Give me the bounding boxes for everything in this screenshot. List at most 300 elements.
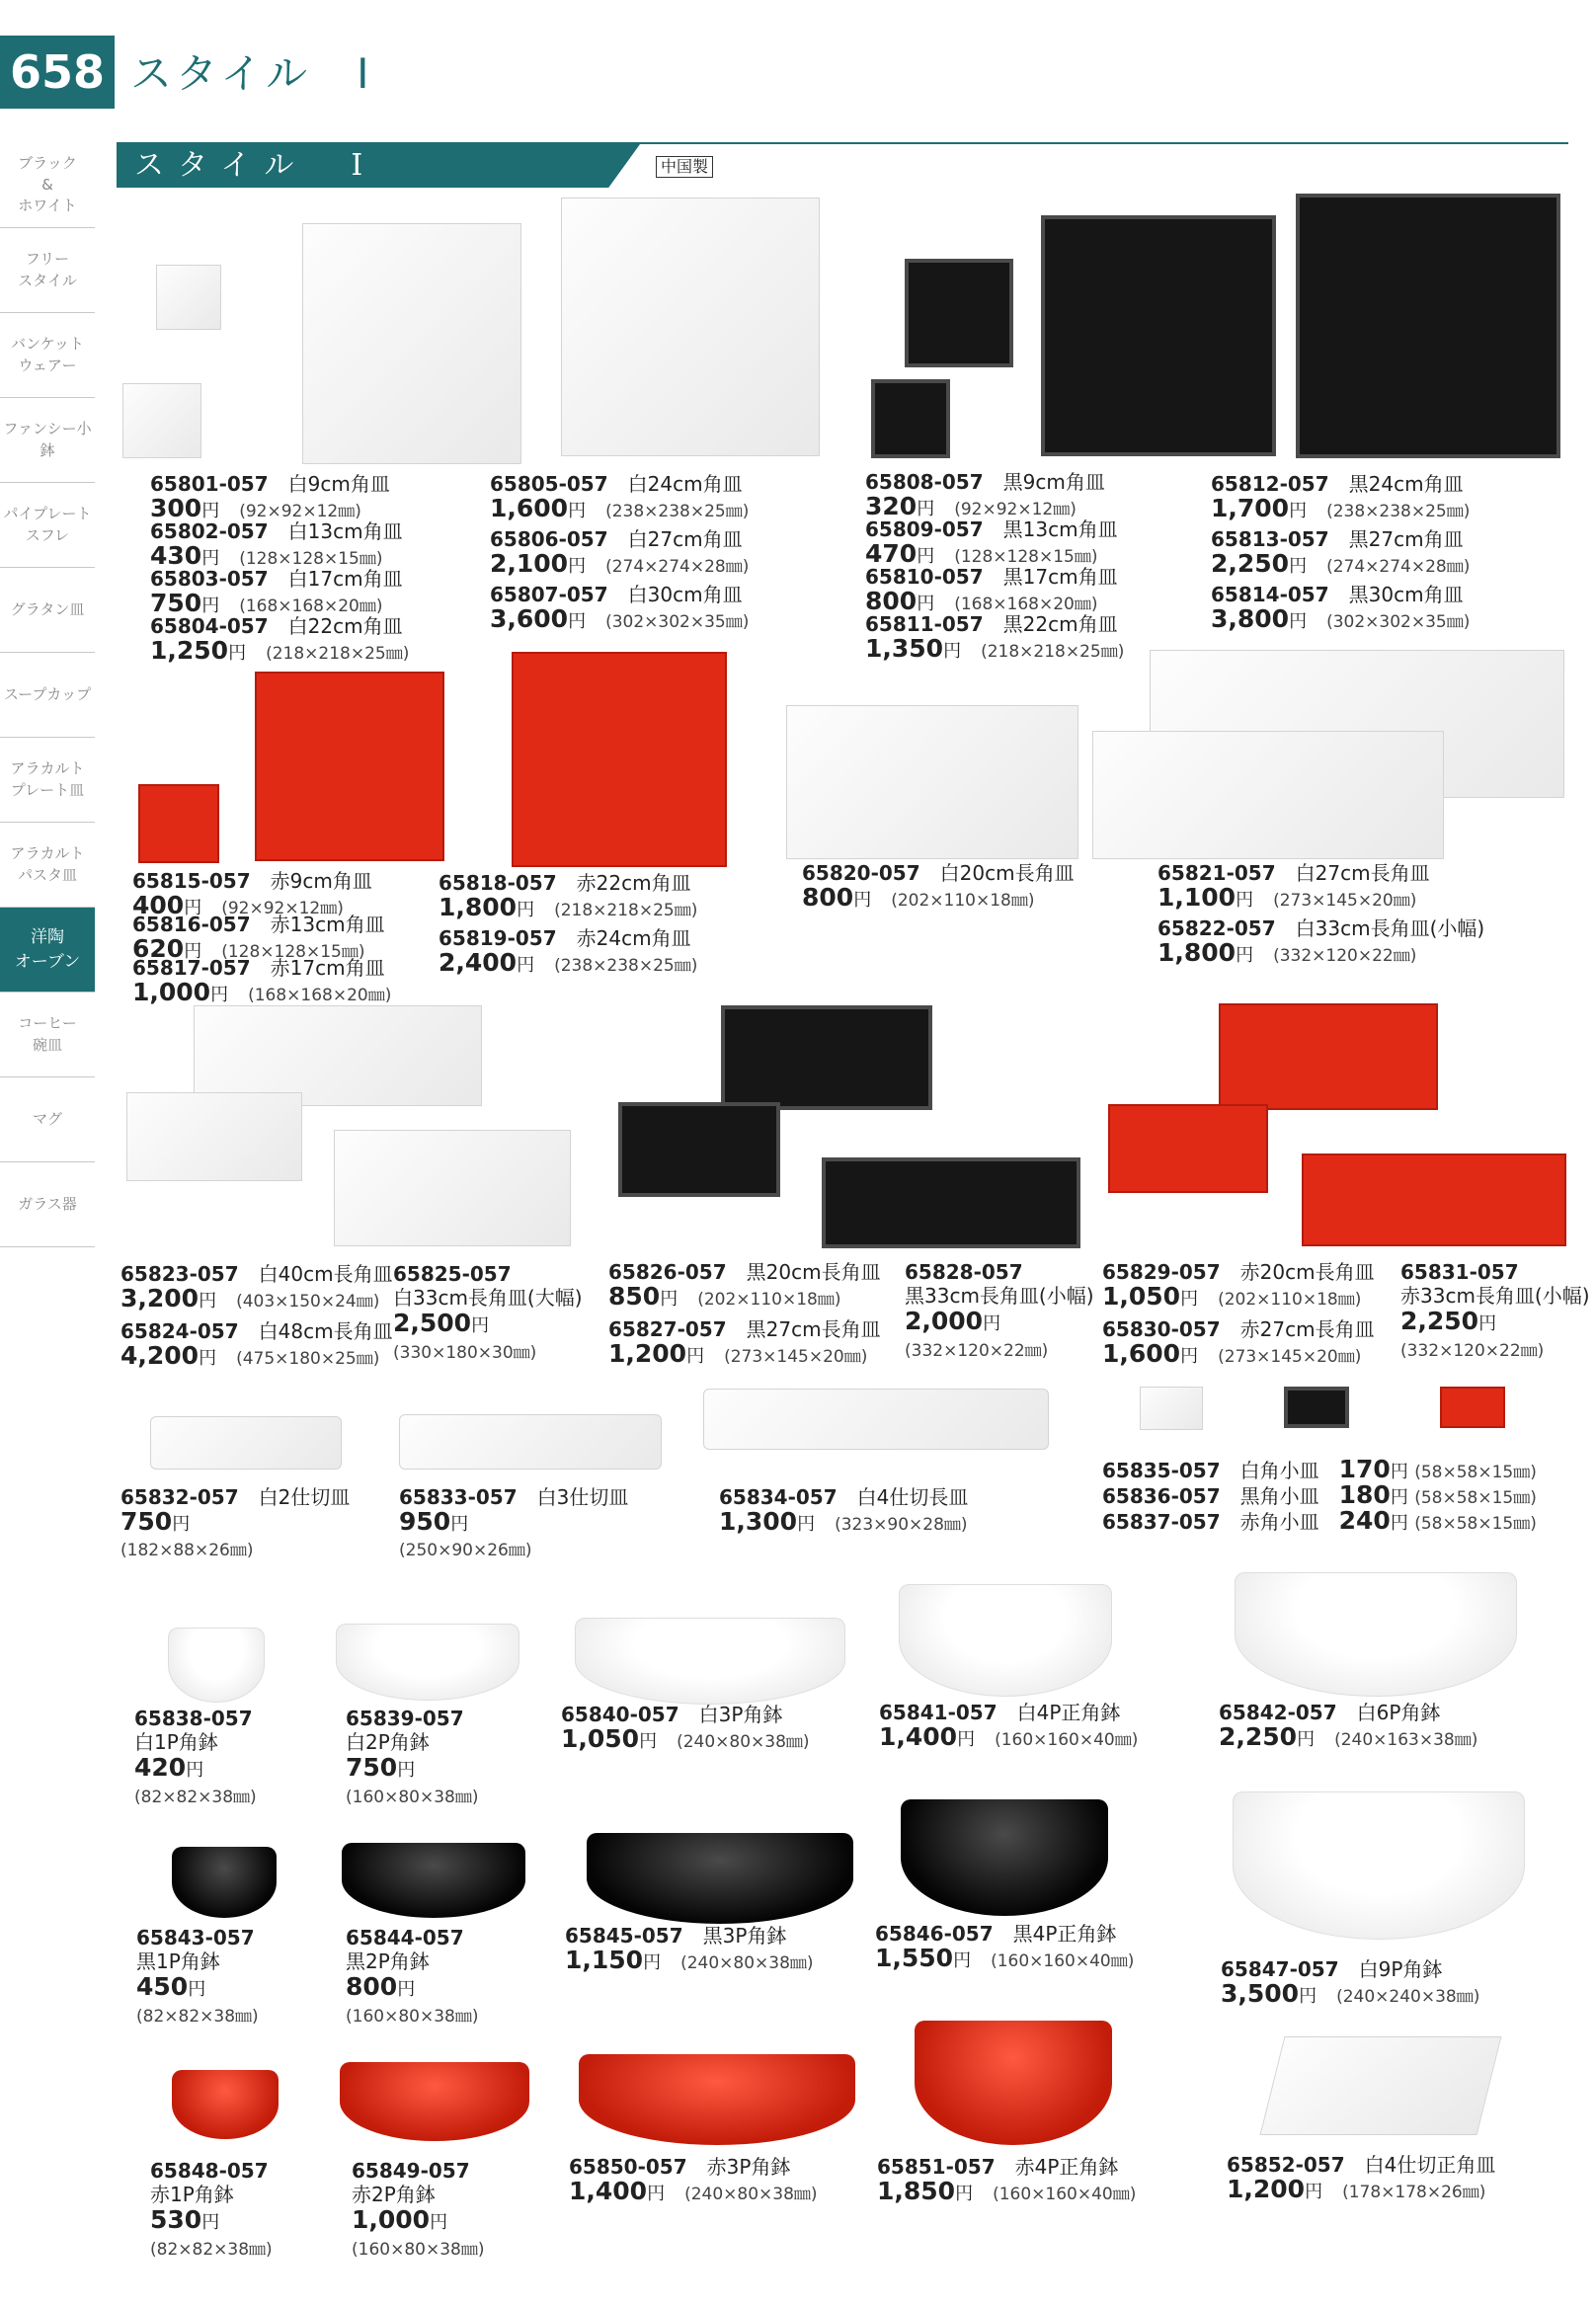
product-name: 黒3P角鉢 <box>702 1924 787 1948</box>
label-line <box>865 470 1105 494</box>
label-line <box>1102 1282 1362 1312</box>
product-image <box>1296 194 1560 458</box>
product-code: 65827-057 <box>608 1317 727 1341</box>
yen-sign: 円 <box>686 1346 705 1367</box>
product-dims: (202×110×18㎜) <box>697 1290 841 1310</box>
product-code: 65833-057 <box>399 1485 518 1509</box>
page-title: スタイル I <box>130 49 373 98</box>
sidebar-item[interactable]: 洋陶 オーブン <box>0 908 95 993</box>
sidebar-item[interactable]: グラタン皿 <box>0 568 95 653</box>
product-price: 180 <box>1338 1480 1391 1509</box>
label-line <box>393 1286 583 1310</box>
product-dims: (238×238×25㎜) <box>1326 502 1471 521</box>
label-line <box>439 926 691 950</box>
product-dims: (403×150×24㎜) <box>236 1292 380 1312</box>
product-image <box>126 1092 302 1181</box>
product-dims: (82×82×38㎜) <box>134 1788 257 1807</box>
product-name: 白9cm角皿 <box>287 472 390 496</box>
label-line <box>565 1924 786 1948</box>
label-line <box>1400 1284 1590 1308</box>
page-number: 658 <box>0 36 115 109</box>
yen-sign: 円 <box>201 2212 220 2233</box>
product-name: 赤9cm角皿 <box>270 869 372 893</box>
product-name: 黒角小皿 <box>1239 1484 1319 1508</box>
product-dims: (238×238×25㎜) <box>554 956 698 976</box>
product-price: 1,850 <box>877 2177 956 2205</box>
product-price: 420 <box>134 1753 187 1782</box>
section-title: スタイル I <box>134 148 377 183</box>
product-dims: (182×88×26㎜) <box>120 1541 254 1560</box>
yen-sign: 円 <box>397 1760 416 1781</box>
product-image <box>1284 1387 1349 1428</box>
product-dims: (240×163×38㎜) <box>1334 1730 1478 1750</box>
sidebar-item[interactable]: コーヒー 碗皿 <box>0 993 95 1077</box>
label-line <box>132 956 385 980</box>
product-dims: (202×110×18㎜) <box>891 891 1035 911</box>
label-line <box>608 1317 881 1341</box>
product-price: 950 <box>399 1507 451 1536</box>
label-line <box>879 1722 1139 1752</box>
label-line <box>134 1753 204 1783</box>
yen-sign: 円 <box>568 501 587 521</box>
product-code: 65830-057 <box>1102 1317 1221 1341</box>
product-dims: (273×145×20㎜) <box>1218 1347 1362 1367</box>
yen-sign: 円 <box>955 2184 974 2204</box>
product-name: 赤角小皿 <box>1239 1510 1319 1534</box>
label-line <box>120 1319 393 1343</box>
product-image <box>1041 215 1276 456</box>
product-dims: (218×218×25㎜) <box>266 644 410 664</box>
product-price: 1,350 <box>865 634 944 663</box>
product-code: 65834-057 <box>719 1485 838 1509</box>
product-name: 白27cm角皿 <box>627 527 743 551</box>
product-name: 黒20cm長角皿 <box>746 1260 881 1284</box>
label-line <box>490 527 743 551</box>
label-line <box>120 1284 380 1313</box>
product-code: 65831-057 <box>1400 1260 1519 1284</box>
product-code: 65851-057 <box>877 2155 996 2179</box>
label-line <box>1211 494 1471 523</box>
product-dims: (168×168×20㎜) <box>954 595 1098 614</box>
product-price: 530 <box>150 2205 202 2234</box>
sidebar-item[interactable]: ガラス器 <box>0 1162 95 1247</box>
yen-sign: 円 <box>797 1514 816 1535</box>
product-name: 黒4P正角鉢 <box>1012 1922 1117 1946</box>
product-image <box>822 1157 1080 1248</box>
product-image <box>156 265 221 330</box>
product-code: 65804-057 <box>150 614 269 638</box>
product-dims: (240×80×38㎜) <box>680 1953 814 1973</box>
yen-sign: 円 <box>1390 1513 1408 1534</box>
label-line <box>132 978 392 1007</box>
product-name: 赤4P正角鉢 <box>1014 2155 1119 2179</box>
product-code: 65814-057 <box>1211 583 1329 606</box>
product-image <box>587 1833 853 1924</box>
product-name: 白角小皿 <box>1239 1459 1319 1482</box>
product-dims: (178×178×26㎜) <box>1342 2183 1486 2202</box>
product-name: 白2P角鉢 <box>346 1730 430 1754</box>
product-price: 3,800 <box>1211 604 1290 633</box>
product-code: 65840-057 <box>561 1703 679 1726</box>
sidebar-item[interactable]: バンケット ウェアー <box>0 313 95 398</box>
sidebar-item[interactable]: ファンシー小鉢 <box>0 398 95 483</box>
product-code: 65820-057 <box>802 861 920 885</box>
product-name: 白33cm長角皿(大幅) <box>393 1286 583 1310</box>
yen-sign: 円 <box>1390 1462 1408 1482</box>
yen-sign: 円 <box>201 501 220 521</box>
product-price: 1,000 <box>352 2205 431 2234</box>
product-dims: (302×302×35㎜) <box>605 612 750 632</box>
product-name: 赤24cm角皿 <box>576 926 691 950</box>
product-image <box>915 2021 1112 2145</box>
yen-sign: 円 <box>1478 1313 1497 1334</box>
product-code: 65808-057 <box>865 470 984 494</box>
label-line <box>490 472 743 496</box>
label-line <box>346 1730 430 1754</box>
product-name: 白3仕切皿 <box>536 1485 629 1509</box>
label-line <box>875 1944 1135 1973</box>
product-dims: (330×180×30㎜) <box>393 1343 537 1363</box>
product-name: 白22cm角皿 <box>287 614 403 638</box>
product-code: 65843-057 <box>136 1926 255 1949</box>
product-image <box>786 705 1078 859</box>
sidebar-item[interactable]: ブラック & ホワイト <box>0 143 95 228</box>
product-image <box>1302 1154 1566 1246</box>
label-line <box>150 472 390 496</box>
product-code: 65815-057 <box>132 869 251 893</box>
product-dims: (218×218×25㎜) <box>981 642 1125 662</box>
product-dims: (92×92×12㎜) <box>954 500 1077 519</box>
product-dims: (202×110×18㎜) <box>1218 1290 1362 1310</box>
product-image <box>172 1847 277 1918</box>
yen-sign: 円 <box>943 641 962 662</box>
product-code: 65836-057 <box>1102 1484 1221 1508</box>
label-line <box>1219 1701 1440 1724</box>
label-line <box>346 1949 430 1973</box>
label-line <box>1211 549 1471 579</box>
product-price: 1,400 <box>569 2177 648 2205</box>
label-line <box>1157 938 1417 968</box>
yen-sign: 円 <box>430 2212 448 2233</box>
product-price: 2,500 <box>393 1309 472 1337</box>
product-name: 白13cm角皿 <box>287 519 403 543</box>
product-image <box>703 1389 1049 1450</box>
product-name: 白6P角鉢 <box>1356 1701 1441 1724</box>
product-name: 白24cm角皿 <box>627 472 743 496</box>
product-price: 3,200 <box>120 1284 200 1313</box>
yen-sign: 円 <box>1297 1729 1316 1750</box>
product-code: 65825-057 <box>393 1262 512 1286</box>
product-dims: (168×168×20㎜) <box>239 597 383 616</box>
yen-sign: 円 <box>953 1950 972 1971</box>
product-price: 1,700 <box>1211 494 1290 522</box>
label-line <box>608 1339 868 1369</box>
product-price: 1,800 <box>439 893 518 921</box>
yen-sign: 円 <box>184 941 202 962</box>
product-code: 65824-057 <box>120 1319 239 1343</box>
label-line <box>1400 1307 1497 1336</box>
product-price: 430 <box>150 541 202 570</box>
label-line <box>569 2177 818 2206</box>
label-line <box>608 1282 841 1312</box>
product-price: 850 <box>608 1282 661 1311</box>
yen-sign: 円 <box>471 1315 490 1336</box>
label-line <box>1157 861 1430 885</box>
product-dims: (128×128×15㎜) <box>221 942 365 962</box>
yen-sign: 円 <box>660 1289 678 1310</box>
product-image <box>302 223 521 464</box>
label-line <box>439 893 698 922</box>
yen-sign: 円 <box>1390 1487 1408 1508</box>
label-line <box>561 1703 782 1726</box>
yen-sign: 円 <box>917 546 935 567</box>
label-line <box>875 1922 1116 1946</box>
label-line <box>346 1784 478 1809</box>
label-line <box>150 567 403 591</box>
label-line <box>120 1485 350 1509</box>
yen-sign: 円 <box>853 890 872 911</box>
product-name: 赤3P角鉢 <box>706 2155 791 2179</box>
label-line <box>1102 1480 1537 1510</box>
product-name: 黒27cm角皿 <box>1348 527 1464 551</box>
product-name: 白27cm長角皿 <box>1295 861 1430 885</box>
product-image <box>1219 1003 1438 1110</box>
product-price: 1,400 <box>879 1722 958 1751</box>
product-name: 黒30cm角皿 <box>1348 583 1464 606</box>
label-line <box>1102 1455 1537 1484</box>
sidebar-item[interactable]: パイプレート スフレ <box>0 483 95 568</box>
product-dims: (273×145×20㎜) <box>724 1347 868 1367</box>
product-code: 65802-057 <box>150 519 269 543</box>
product-price: 3,600 <box>490 604 569 633</box>
product-dims: (160×160×40㎜) <box>993 2185 1137 2204</box>
product-dims: (240×80×38㎜) <box>677 1732 810 1752</box>
label-line <box>1157 916 1484 940</box>
product-name: 赤20cm長角皿 <box>1239 1260 1375 1284</box>
product-price: 4,200 <box>120 1341 200 1370</box>
label-line <box>1102 1317 1375 1341</box>
product-dims: (273×145×20㎜) <box>1273 891 1417 911</box>
product-code: 65845-057 <box>565 1924 683 1948</box>
product-price: 2,000 <box>905 1307 984 1335</box>
product-name: 白4仕切正角皿 <box>1364 2153 1496 2177</box>
label-line <box>1102 1339 1362 1369</box>
yen-sign: 円 <box>172 1514 191 1535</box>
label-line <box>608 1260 881 1284</box>
yen-sign: 円 <box>517 955 535 976</box>
product-price: 1,000 <box>132 978 211 1006</box>
product-code: 65805-057 <box>490 472 608 496</box>
sidebar-item[interactable]: アラカルト プレート皿 <box>0 738 95 823</box>
label-line <box>136 2003 259 2029</box>
product-image <box>579 2054 855 2145</box>
product-code: 65823-057 <box>120 1262 239 1286</box>
sidebar-item[interactable]: フリー スタイル <box>0 228 95 313</box>
label-line <box>346 1753 416 1783</box>
product-image <box>1108 1104 1268 1193</box>
yen-sign: 円 <box>184 898 202 918</box>
label-line <box>134 1730 218 1754</box>
label-line <box>150 2236 273 2262</box>
product-name: 白4仕切長皿 <box>856 1485 969 1509</box>
product-dims: (238×238×25㎜) <box>605 502 750 521</box>
product-price: 750 <box>120 1507 173 1536</box>
yen-sign: 円 <box>201 548 220 569</box>
product-image <box>342 1843 525 1918</box>
product-price: 1,050 <box>1102 1282 1181 1311</box>
product-price: 800 <box>802 883 854 912</box>
label-line <box>352 2183 436 2206</box>
product-name: 黒24cm角皿 <box>1348 472 1464 496</box>
yen-sign: 円 <box>210 985 229 1005</box>
label-line <box>879 1701 1120 1724</box>
product-name: 黒2P角鉢 <box>346 1949 430 1973</box>
label-line <box>905 1260 1023 1284</box>
product-name: 黒17cm角皿 <box>1002 565 1118 589</box>
product-image <box>901 1799 1108 1916</box>
yen-sign: 円 <box>1305 2182 1323 2202</box>
label-line <box>150 636 410 666</box>
product-dims: (58×58×15㎜) <box>1414 1514 1537 1534</box>
product-image <box>1233 1791 1525 1940</box>
product-code: 65841-057 <box>879 1701 998 1724</box>
product-price: 1,600 <box>490 494 569 522</box>
product-name: 赤17cm角皿 <box>270 956 385 980</box>
product-code: 65848-057 <box>150 2159 269 2183</box>
product-dims: (82×82×38㎜) <box>150 2240 273 2260</box>
label-line <box>132 869 372 893</box>
product-image <box>122 383 201 458</box>
product-image <box>871 379 950 458</box>
sidebar-item[interactable]: マグ <box>0 1077 95 1162</box>
product-name: 黒9cm角皿 <box>1002 470 1105 494</box>
product-code: 65826-057 <box>608 1260 727 1284</box>
yen-sign: 円 <box>917 594 935 614</box>
product-price: 400 <box>132 891 185 919</box>
label-line <box>1221 1979 1480 2009</box>
product-price: 320 <box>865 492 918 520</box>
yen-sign: 円 <box>188 1979 206 2000</box>
product-name: 白9P角鉢 <box>1358 1957 1443 1981</box>
product-dims: (302×302×35㎜) <box>1326 612 1471 632</box>
product-dims: (250×90×26㎜) <box>399 1541 532 1560</box>
product-price: 1,800 <box>1157 938 1237 967</box>
product-price: 750 <box>346 1753 398 1782</box>
label-line <box>1227 2153 1495 2177</box>
product-image <box>899 1584 1112 1697</box>
product-dims: (58×58×15㎜) <box>1414 1488 1537 1508</box>
product-name: 白4P正角鉢 <box>1016 1701 1121 1724</box>
sidebar-item[interactable]: スープカップ <box>0 653 95 738</box>
section-rule <box>117 142 1568 144</box>
label-line <box>439 948 698 978</box>
yen-sign: 円 <box>1289 556 1308 577</box>
yen-sign: 円 <box>450 1514 469 1535</box>
yen-sign: 円 <box>199 1291 217 1312</box>
product-image <box>138 784 219 863</box>
product-code: 65829-057 <box>1102 1260 1221 1284</box>
yen-sign: 円 <box>1180 1346 1199 1367</box>
product-price: 1,150 <box>565 1946 644 1974</box>
label-line <box>352 2236 484 2262</box>
product-dims: (92×92×12㎜) <box>221 899 344 918</box>
label-line <box>1211 472 1464 496</box>
product-image <box>172 2070 279 2139</box>
product-price: 240 <box>1338 1506 1391 1535</box>
product-dims: (128×128×15㎜) <box>239 549 383 569</box>
product-name: 白30cm角皿 <box>627 583 743 606</box>
yen-sign: 円 <box>983 1313 1001 1334</box>
label-line <box>439 871 691 895</box>
product-name: 黒33cm長角皿(小幅) <box>905 1284 1094 1308</box>
label-line <box>561 1724 810 1754</box>
label-line <box>1157 883 1417 913</box>
product-price: 1,250 <box>150 636 229 665</box>
product-image <box>340 2062 529 2141</box>
product-dims: (218×218×25㎜) <box>554 901 698 920</box>
label-line <box>905 1284 1094 1308</box>
product-image <box>905 259 1013 367</box>
product-dims: (475×180×25㎜) <box>236 1349 380 1369</box>
label-line <box>490 549 750 579</box>
product-price: 3,500 <box>1221 1979 1300 2008</box>
label-line <box>1219 1722 1478 1752</box>
product-price: 170 <box>1338 1455 1391 1483</box>
product-code: 65801-057 <box>150 472 269 496</box>
product-name: 白1P角鉢 <box>134 1730 218 1754</box>
label-line <box>136 1949 220 1973</box>
product-code: 65821-057 <box>1157 861 1276 885</box>
label-line <box>150 2183 234 2206</box>
label-line <box>490 494 750 523</box>
label-line <box>719 1507 968 1537</box>
product-name: 白3P角鉢 <box>698 1703 783 1726</box>
product-price: 2,400 <box>439 948 518 977</box>
label-line <box>393 1339 536 1365</box>
yen-sign: 円 <box>201 596 220 616</box>
label-line <box>346 1707 464 1730</box>
label-line <box>352 2159 470 2183</box>
label-line <box>490 604 750 634</box>
product-price: 1,550 <box>875 1944 954 1972</box>
product-price: 2,250 <box>1219 1722 1298 1751</box>
product-code: 65819-057 <box>439 926 557 950</box>
product-name: 赤33cm長角皿(小幅) <box>1400 1284 1590 1308</box>
product-code: 65810-057 <box>865 565 984 589</box>
label-line <box>132 913 385 936</box>
product-code: 65809-057 <box>865 517 984 541</box>
product-dims: (332×120×22㎜) <box>905 1341 1049 1361</box>
product-code: 65828-057 <box>905 1260 1023 1284</box>
product-price: 2,250 <box>1211 549 1290 578</box>
label-line <box>1211 527 1464 551</box>
yen-sign: 円 <box>1236 945 1254 966</box>
product-image <box>1260 2036 1502 2135</box>
product-name: 赤1P角鉢 <box>150 2183 234 2206</box>
label-line <box>150 2159 269 2183</box>
label-line <box>346 1926 464 1949</box>
label-line <box>1102 1260 1375 1284</box>
product-image <box>575 1618 845 1705</box>
yen-sign: 円 <box>228 643 247 664</box>
yen-sign: 円 <box>1289 501 1308 521</box>
yen-sign: 円 <box>957 1729 976 1750</box>
sidebar-item[interactable]: アラカルト パスタ皿 <box>0 823 95 908</box>
product-code: 65850-057 <box>569 2155 687 2179</box>
product-code: 65813-057 <box>1211 527 1329 551</box>
product-dims: (160×80×38㎜) <box>352 2240 485 2260</box>
product-name: 黒1P角鉢 <box>136 1949 220 1973</box>
